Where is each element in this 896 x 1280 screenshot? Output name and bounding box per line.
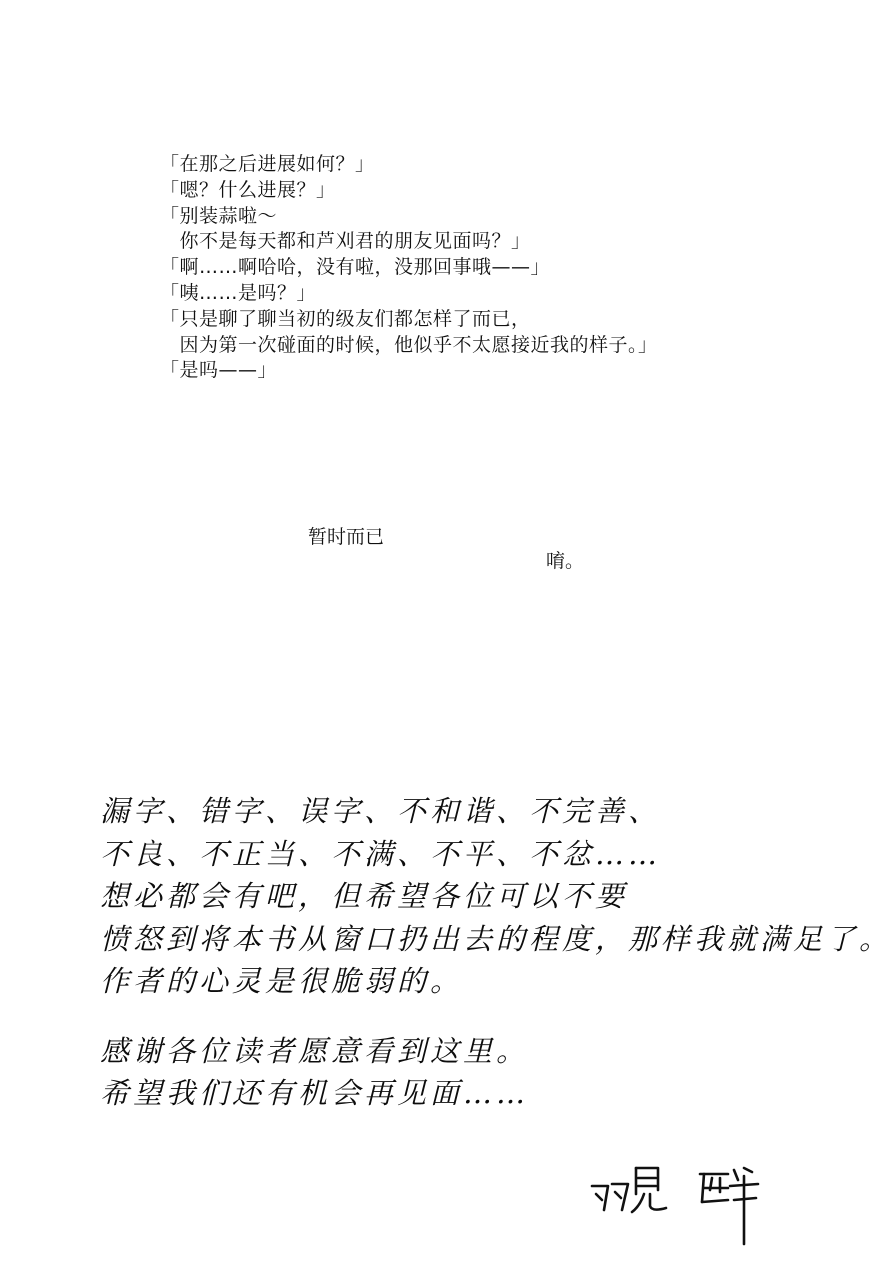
afterword-line: 作者的心灵是很脆弱的。	[100, 964, 464, 998]
handwritten-signature	[588, 1160, 768, 1250]
afterword-line: 漏字、错字、误字、不和谐、不完善、	[100, 794, 662, 828]
floating-text-left: 暂时而已	[308, 526, 385, 548]
afterword-note	[100, 790, 892, 1115]
afterword-line: 感谢各位读者愿意看到这里。	[100, 1033, 530, 1068]
dialogue-line: 「咦……是吗？」	[160, 281, 317, 304]
paragraph-gap	[100, 1003, 892, 1030]
dialogue-line: 「只是聊了聊当初的级友们都怎样了而已，	[160, 307, 531, 330]
dialogue-line: 因为第一次碰面的时候，他似乎不太愿接近我的样子。」	[160, 333, 658, 356]
afterword-line: 希望我们还有机会再见面……	[100, 1076, 530, 1110]
dialogue-line: 你不是每天都和芦刈君的朋友见面吗？」	[160, 230, 531, 253]
dialogue-block	[160, 152, 658, 384]
dialogue-line: 「在那之后进展如何？」	[160, 153, 375, 175]
dialogue-line: 「是吗——」	[160, 359, 278, 382]
afterword-line: 想必都会有吧，但希望各位可以不要	[100, 879, 629, 913]
dialogue-line: 「别装蒜啦～	[160, 204, 278, 227]
afterword-line: 不良、不正当、不满、不平、不忿……	[100, 836, 662, 871]
dialogue-line: 「嗯？什么进展？」	[160, 178, 336, 201]
floating-text-right: 唷。	[546, 550, 585, 572]
dialogue-line: 「啊……啊哈哈，没有啦，没那回事哦——」	[160, 256, 551, 279]
afterword-line: 愤怒到将本书从窗口扔出去的程度，那样我就满足了。	[100, 921, 893, 956]
